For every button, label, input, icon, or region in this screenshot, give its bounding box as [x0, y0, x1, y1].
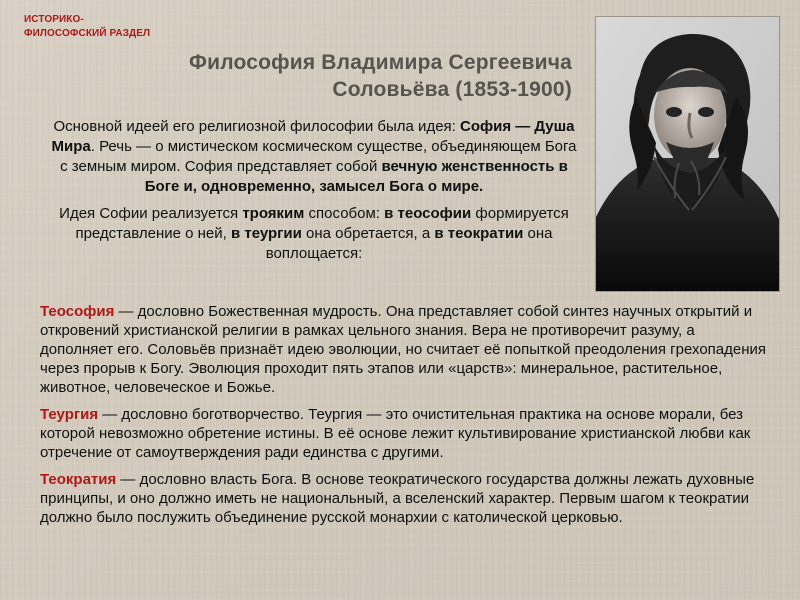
intro-p2-bold-3: в теургии — [230, 225, 302, 242]
intro-p1-bold-1: София — Душа Мира — [51, 118, 575, 155]
definition-theocracy — [40, 470, 768, 527]
intro-p1-bold-2: вечную женственность в Боге и, одновременно, замысел Бога о мире. — [144, 158, 568, 195]
intro-p2-part-5: она воплощается: — [265, 225, 553, 262]
definitions-block — [40, 302, 768, 527]
definition-text-theocracy: — дословно власть Бога. В основе теократического государства должны лежать духовные принципы, и оно должно иметь не национальный, а вселенский характер. Первым шагом к теократии должно было послужить объединение русской монархии с католической церковью. — [40, 471, 755, 526]
intro-p2-part-3: формируется представление о ней, — [75, 205, 569, 242]
portrait-photo — [596, 17, 779, 291]
intro-p1-part-2: . Речь — о мистическом космическом существе, объединяющем Бога с земным миром. София представляет собой — [60, 138, 577, 175]
definition-term-theocracy: Теократия — [40, 471, 117, 488]
definition-theurgy — [40, 405, 768, 462]
definition-term-theosophy: Теософия — [40, 303, 115, 320]
page-title-line-1: Философия Владимира Сергеевича — [188, 51, 572, 74]
intro-p1-part-1: Основной идеей его религиозной философии была идея: — [53, 118, 460, 135]
section-label-line-2: ФИЛОСОФСКИЙ РАЗДЕЛ — [24, 28, 151, 39]
definition-text-theosophy: — дословно Божественная мудрость. Она представляет собой синтез научных открытий и откровений христианской религии в рамках цельного знания. Вера не противоречит разуму, а дополняет его. Соловьёв признаёт идею эволюции, но считает её попыткой преодоления грехопадения через прорыв к Богу. Эволюция проходит пять этапов или «царств»: минеральное, растительное, животное, человеческое и Божье. — [40, 303, 767, 396]
intro-text — [48, 117, 580, 264]
intro-p2-bold-1: трояким — [242, 205, 305, 222]
portrait-icon — [596, 17, 779, 291]
intro-p2-bold-2: в теософии — [384, 205, 472, 222]
definition-term-theurgy: Теургия — [40, 406, 99, 423]
intro-paragraph-1 — [48, 117, 580, 197]
page-title — [126, 49, 572, 103]
section-label-line-1: ИСТОРИКО- — [24, 14, 84, 25]
section-label — [24, 13, 174, 41]
intro-p2-bold-4: в теократии — [434, 225, 524, 242]
page-title-line-2: Соловьёва (1853-1900) — [332, 78, 572, 101]
intro-paragraph-2 — [48, 204, 580, 264]
intro-p2-part-4: она обретается, а — [301, 225, 435, 242]
intro-p2-part-2: способом: — [304, 205, 385, 222]
definition-theosophy — [40, 302, 768, 397]
definition-text-theurgy: — дословно боготворчество. Теургия — это очистительная практика на основе морали, без которой невозможно обретение истины. В её основе лежит культивирование христианской любви как отречение от самоутверждения ради единства с другими. — [40, 406, 751, 461]
intro-p2-part-1: Идея Софии реализуется — [59, 205, 243, 222]
